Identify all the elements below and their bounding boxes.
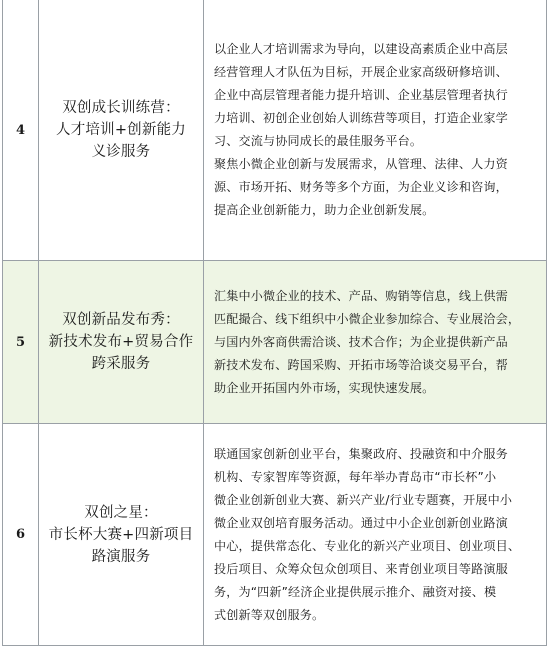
desc-line: 与国内外客商供需洽谈、技术合作；为企业提供新产品	[214, 334, 508, 349]
row-number: 6	[3, 424, 39, 645]
table-row	[3, 261, 546, 424]
title-line: 路演服务	[91, 548, 151, 565]
title-line: 人才培训+创新能力	[56, 122, 186, 138]
title-line: 新技术发布+贸易合作	[48, 334, 194, 350]
row-description	[204, 424, 546, 645]
desc-line: 新技术发布、跨国采购、开拓市场等洽谈交易平台，帮	[214, 357, 508, 372]
title-line: 双创之星：	[84, 504, 158, 521]
desc-line: 中心，提供常态化、专业化的新兴产业项目、创业项目、	[214, 538, 521, 553]
row-description	[204, 261, 546, 423]
row-number: 5	[3, 261, 39, 423]
desc-line: 匹配撮合、线下组织中小微企业参加综合、专业展洽会，	[214, 311, 521, 326]
desc-line: 聚焦小微企业创新与发展需求，从管理、法律、人力资	[214, 157, 508, 171]
desc-line: 提高企业创新能力，助力企业创新发展。	[214, 203, 435, 217]
title-line: 市长杯大赛+四新项目	[48, 526, 194, 543]
desc-line: 微企业双创培育服务活动。通过中小企业创新创业路演	[214, 515, 508, 530]
desc-line: 汇集中小微企业的技术、产品、购销等信息，线上供需	[214, 288, 508, 303]
title-line: 双创成长训练营：	[62, 100, 180, 116]
table-row	[3, 0, 546, 261]
desc-line: 式创新等双创服务。	[214, 607, 325, 622]
desc-line: 机构、专家智库等资源，每年举办青岛市“市长杯”小	[214, 469, 497, 484]
desc-line: 投后项目、众筹众包众创项目、来青创业项目等路演服	[214, 561, 508, 576]
row-description	[204, 0, 546, 260]
desc-line: 助企业开拓国内外市场，实现快速发展。	[214, 380, 435, 395]
title-line: 双创新品发布秀：	[62, 312, 180, 328]
row-number: 4	[3, 0, 39, 260]
title-line: 义诊服务	[91, 144, 151, 160]
desc-line: 微企业创新创业大赛、新兴产业/行业专题赛，开展中小	[214, 492, 513, 507]
desc-line: 经营管理人才队伍为目标，开展企业家高级研修培训、	[214, 65, 508, 79]
desc-line: 习、交流与协同成长的最佳服务平台。	[214, 134, 423, 148]
row-title	[39, 261, 204, 423]
desc-line: 以企业人才培训需求为导向，以建设高素质企业中高层	[214, 42, 508, 56]
desc-line: 企业中高层管理者能力提升培训、企业基层管理者执行	[214, 88, 508, 102]
row-title	[39, 424, 204, 645]
services-table	[2, 0, 547, 646]
desc-line: 力培训、初创企业创始人训练营等项目，打造企业家学	[214, 111, 508, 125]
desc-line: 源、市场开拓、财务等多个方面，为企业义诊和咨询，	[214, 180, 508, 194]
table-row	[3, 424, 546, 645]
title-line: 跨采服务	[91, 356, 151, 372]
desc-line: 务，为“四新”经济企业提供展示推介、融资对接、模	[214, 584, 497, 599]
desc-line: 联通国家创新创业平台，集聚政府、投融资和中介服务	[214, 446, 508, 461]
row-title	[39, 0, 204, 260]
